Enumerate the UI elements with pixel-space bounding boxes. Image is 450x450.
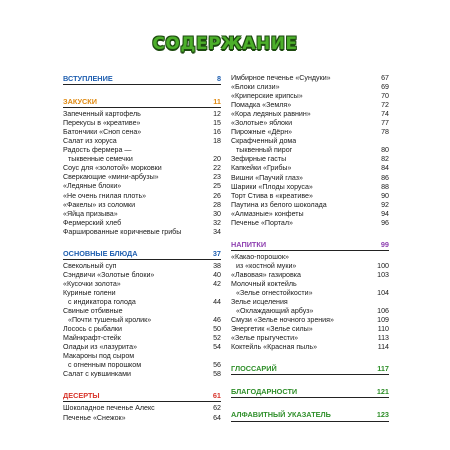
toc-entry xyxy=(63,201,221,210)
entry-title: Свиные отбивные xyxy=(63,307,123,316)
toc-section-heading xyxy=(231,387,389,398)
toc-entry xyxy=(63,155,221,164)
entry-title: Печенье «Портал» xyxy=(231,218,293,227)
toc-entry xyxy=(63,307,221,316)
toc-entry xyxy=(63,219,221,228)
toc-section-heading xyxy=(63,391,221,402)
entry-title: Салат с кувшинками xyxy=(63,370,131,379)
entry-title: Помадка «Земля» xyxy=(231,101,292,110)
entry-title: Пирожные «Дёрн» xyxy=(231,128,293,137)
entry-title: «Лавовая» газировка xyxy=(231,270,301,279)
toc-entry xyxy=(63,334,221,343)
entry-page-number: 103 xyxy=(377,270,389,279)
entry-page-number: 34 xyxy=(213,227,221,236)
toc-entry xyxy=(231,343,389,352)
toc-entry xyxy=(231,316,389,325)
entry-page-number: 78 xyxy=(381,128,389,137)
entry-title: Фермерский хлеб xyxy=(63,218,122,227)
toc-entry xyxy=(231,128,389,137)
entry-page-number: 15 xyxy=(213,119,221,128)
section-page-number: 8 xyxy=(216,74,221,83)
entry-title: Лосось с рыбалки xyxy=(63,325,122,334)
toc-entry xyxy=(63,137,221,146)
toc-entry xyxy=(231,137,389,146)
entry-page-number: 110 xyxy=(377,325,389,334)
toc-section-heading xyxy=(63,74,221,85)
entry-page-number: 20 xyxy=(213,155,221,164)
entry-page-number: 25 xyxy=(213,182,221,191)
toc-section-heading xyxy=(63,97,221,108)
entry-page-number: 77 xyxy=(381,119,389,128)
toc-section-heading xyxy=(231,240,389,251)
toc-entry xyxy=(63,352,221,361)
entry-page-number: 50 xyxy=(213,325,221,334)
section-title: ВСТУПЛЕНИЕ xyxy=(63,74,113,83)
entry-title: «Кусочки золота» xyxy=(63,279,121,288)
toc-entry xyxy=(63,414,221,423)
entry-title: Свекольный суп xyxy=(63,261,117,270)
toc-entry xyxy=(231,201,389,210)
spacer xyxy=(63,379,221,391)
entry-page-number: 52 xyxy=(213,334,221,343)
entry-page-number: 44 xyxy=(213,297,221,306)
entry-title: с огненным порошком xyxy=(68,361,142,370)
toc-entry xyxy=(231,174,389,183)
entry-page-number: 69 xyxy=(381,83,389,92)
toc-entry xyxy=(63,262,221,271)
entry-page-number: 16 xyxy=(213,128,221,137)
toc-entry xyxy=(63,146,221,155)
entry-title: Торт Стива в «креативе» xyxy=(231,191,313,200)
entry-page-number: 32 xyxy=(213,218,221,227)
toc-entry xyxy=(63,228,221,237)
entry-title: «Яйца призыва» xyxy=(63,209,118,218)
toc-entry xyxy=(231,307,389,316)
entry-page-number: 22 xyxy=(213,164,221,173)
toc-left-column xyxy=(63,74,221,423)
entry-title: «Зелье прыгучести» xyxy=(231,334,299,343)
entry-page-number: 62 xyxy=(213,404,221,413)
entry-title: Шарики «Плоды хоруса» xyxy=(231,182,313,191)
section-page-number: 37 xyxy=(212,248,221,258)
entry-page-number: 80 xyxy=(381,146,389,155)
toc-entry xyxy=(231,253,389,262)
spacer xyxy=(63,237,221,249)
entry-title: Печенье «Снежок» xyxy=(63,413,126,422)
page-title: СОДЕРЖАНИЕ xyxy=(152,34,298,54)
toc-entry xyxy=(63,164,221,173)
toc-entry xyxy=(231,219,389,228)
toc-entry xyxy=(231,183,389,192)
entry-title: Зефирные гасты xyxy=(231,155,287,164)
section-title: ОСНОВНЫЕ БЛЮДА xyxy=(63,248,138,258)
entry-title: Фаршированные коричневые грибы xyxy=(63,227,182,236)
toc-entry xyxy=(231,74,389,83)
toc-entry xyxy=(63,119,221,128)
section-page-number: 99 xyxy=(380,239,389,249)
section-title: ЗАКУСКИ xyxy=(63,97,97,107)
entry-title: с индикатора голода xyxy=(68,297,136,306)
toc-entry xyxy=(63,370,221,379)
toc-section-heading xyxy=(231,364,389,375)
entry-title: Перекусы в «креативе» xyxy=(63,119,141,128)
entry-title: Соус для «золотой» морковки xyxy=(63,164,162,173)
entry-title: Майнкрафт-стейк xyxy=(63,334,121,343)
toc-entry xyxy=(63,298,221,307)
entry-page-number: 40 xyxy=(213,270,221,279)
toc-entry xyxy=(231,83,389,92)
entry-title: Оладьи из «лазурита» xyxy=(63,343,138,352)
entry-title: Энергетик «Зелье силы» xyxy=(231,325,313,334)
entry-title: Шоколадное печенье Алекс xyxy=(63,404,155,413)
entry-title: Радость фермера — xyxy=(63,146,132,155)
entry-title: Вишни «Паучий глаз» xyxy=(231,173,303,182)
entry-title: Сверкающие «мини-арбузы» xyxy=(63,173,159,182)
entry-title: тыквенные семечки xyxy=(68,155,133,164)
entry-page-number: 92 xyxy=(381,200,389,209)
toc-entry xyxy=(63,182,221,191)
toc-entry xyxy=(63,289,221,298)
toc-entry xyxy=(231,298,389,307)
entry-page-number: 109 xyxy=(377,316,389,325)
toc-entry xyxy=(63,343,221,352)
toc-entry xyxy=(231,192,389,201)
toc-entry xyxy=(231,110,389,119)
toc-entry xyxy=(231,271,389,280)
entry-title: «Зелье огнестойкости» xyxy=(236,289,313,298)
section-title: АЛФАВИТНЫЙ УКАЗАТЕЛЬ xyxy=(231,410,331,420)
section-page-number: 11 xyxy=(213,97,221,107)
section-title: НАПИТКИ xyxy=(231,239,267,249)
toc-entry xyxy=(231,325,389,334)
entry-page-number: 30 xyxy=(213,209,221,218)
entry-page-number: 56 xyxy=(213,361,221,370)
toc-entry xyxy=(231,334,389,343)
entry-page-number: 18 xyxy=(213,137,221,146)
entry-title: Коктейль «Красная пыль» xyxy=(231,343,318,352)
entry-page-number: 114 xyxy=(377,343,389,352)
toc-entry xyxy=(231,92,389,101)
entry-title: Батончики «Сноп сена» xyxy=(63,128,142,137)
entry-title: «Золотые» яблоки xyxy=(231,119,293,128)
toc-entry xyxy=(231,210,389,219)
entry-page-number: 88 xyxy=(381,182,389,191)
entry-title: Смузи «Зелье ночного зрения» xyxy=(231,316,334,325)
section-title: ГЛОССАРИЙ xyxy=(231,364,277,374)
toc-entry xyxy=(231,164,389,173)
entry-page-number: 12 xyxy=(213,110,221,119)
entry-page-number: 100 xyxy=(377,261,389,270)
spacer xyxy=(63,87,221,97)
section-page-number: 121 xyxy=(376,387,389,397)
entry-page-number: 82 xyxy=(381,155,389,164)
toc-entry xyxy=(231,280,389,289)
toc-entry xyxy=(63,173,221,182)
entry-title: «Блоки слизи» xyxy=(231,83,280,92)
entry-page-number: 46 xyxy=(213,316,221,325)
entry-page-number: 94 xyxy=(381,209,389,218)
entry-page-number: 23 xyxy=(213,173,221,182)
spacer xyxy=(231,228,389,240)
entry-title: «Какао-порошок» xyxy=(231,252,289,261)
entry-page-number: 84 xyxy=(381,164,389,173)
entry-page-number: 28 xyxy=(213,200,221,209)
entry-page-number: 104 xyxy=(377,289,389,298)
section-page-number: 61 xyxy=(212,391,221,401)
toc-entry xyxy=(63,404,221,413)
entry-page-number: 26 xyxy=(213,191,221,200)
entry-page-number: 58 xyxy=(213,370,221,379)
entry-title: Куриные голени xyxy=(63,288,116,297)
entry-title: «Факелы» из соломки xyxy=(63,200,136,209)
toc-section-heading xyxy=(63,249,221,260)
toc-right-column xyxy=(231,74,389,424)
entry-title: Салат из хоруса xyxy=(63,137,117,146)
entry-page-number: 96 xyxy=(381,218,389,227)
entry-page-number: 106 xyxy=(377,307,389,316)
entry-page-number: 64 xyxy=(213,413,221,422)
spacer xyxy=(231,377,389,387)
toc-entry xyxy=(231,119,389,128)
toc-entry xyxy=(63,316,221,325)
entry-page-number: 54 xyxy=(213,343,221,352)
section-title: ДЕСЕРТЫ xyxy=(63,391,100,401)
entry-title: Сэндвичи «Золотые блоки» xyxy=(63,270,155,279)
entry-page-number: 113 xyxy=(377,334,389,343)
spacer xyxy=(231,400,389,410)
toc-section-heading xyxy=(231,410,389,421)
toc-entry xyxy=(231,146,389,155)
toc-entry xyxy=(231,101,389,110)
entry-title: Капкейки «Грибы» xyxy=(231,164,292,173)
entry-page-number: 42 xyxy=(213,279,221,288)
entry-title: Паутина из белого шоколада xyxy=(231,200,327,209)
toc-entry xyxy=(63,325,221,334)
section-page-number: 117 xyxy=(377,364,389,374)
entry-title: «Почти тушеный кролик» xyxy=(68,316,152,325)
entry-title: «Кора ледяных равнин» xyxy=(231,110,311,119)
toc-entry xyxy=(63,271,221,280)
entry-title: Имбирное печенье «Сундуки» xyxy=(231,74,331,82)
entry-page-number: 90 xyxy=(381,191,389,200)
entry-title: Скрафченный дома xyxy=(231,137,297,146)
entry-title: Макароны под сыром xyxy=(63,352,135,361)
entry-title: тыквенный пирог xyxy=(236,146,293,155)
entry-page-number: 72 xyxy=(381,101,389,110)
entry-page-number: 74 xyxy=(381,110,389,119)
toc-entry xyxy=(63,361,221,370)
entry-title: «Криперские крипсы» xyxy=(231,92,303,101)
toc-entry xyxy=(231,289,389,298)
entry-page-number: 38 xyxy=(213,261,221,270)
toc-entry xyxy=(63,128,221,137)
entry-title: Молочный коктейль xyxy=(231,279,297,288)
section-title: БЛАГОДАРНОСТИ xyxy=(231,387,298,397)
entry-title: из «костной муки» xyxy=(236,261,297,270)
entry-title: «Не очень гнилая плоть» xyxy=(63,191,147,200)
toc-entry xyxy=(63,110,221,119)
entry-page-number: 70 xyxy=(381,92,389,101)
entry-page-number: 86 xyxy=(381,173,389,182)
section-page-number: 123 xyxy=(376,410,389,420)
toc-entry xyxy=(63,280,221,289)
spacer xyxy=(231,352,389,364)
entry-title: «Алмазные» конфеты xyxy=(231,209,304,218)
entry-title: Запеченный картофель xyxy=(63,110,141,119)
entry-title: «Ледяные блоки» xyxy=(63,182,122,191)
entry-page-number: 67 xyxy=(381,74,389,82)
entry-title: «Охлаждающий арбуз» xyxy=(236,307,314,316)
entry-title: Зелье исцеления xyxy=(231,298,288,307)
toc-entry xyxy=(231,155,389,164)
toc-entry xyxy=(63,192,221,201)
toc-entry xyxy=(231,262,389,271)
toc-entry xyxy=(63,210,221,219)
